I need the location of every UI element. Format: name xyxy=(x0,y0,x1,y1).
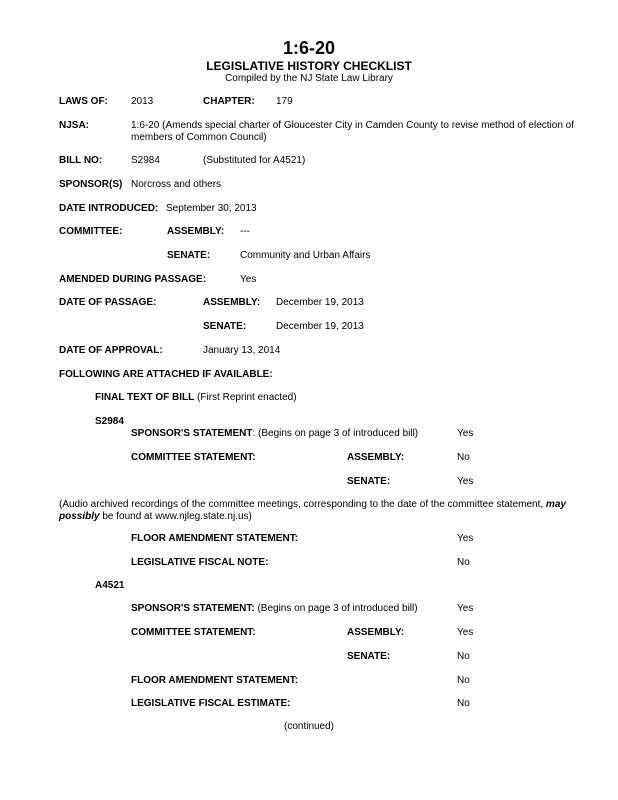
s2984-committee-statement-label: COMMITTEE STATEMENT: xyxy=(131,452,256,463)
date-of-approval-label: DATE OF APPROVAL: xyxy=(59,345,163,356)
audio-note-emphasis: may possibly xyxy=(59,499,566,522)
s2984-committee-assembly-label: ASSEMBLY: xyxy=(347,452,405,463)
a4521-sponsor-statement-label: SPONSOR'S STATEMENT: xyxy=(131,603,255,614)
date-introduced-label: DATE INTRODUCED: xyxy=(59,203,159,214)
a4521-sponsor-statement-note: (Begins on page 3 of introduced bill) xyxy=(254,603,418,614)
committee-senate-label: SENATE: xyxy=(167,250,211,261)
chapter-label: CHAPTER: xyxy=(203,96,255,107)
page-subtitle: LEGISLATIVE HISTORY CHECKLIST xyxy=(206,59,412,73)
a4521-sponsor-statement-value: Yes xyxy=(457,603,474,614)
audio-note-after: be found at www.njleg.state.nj.us) xyxy=(99,511,252,522)
a4521-committee-assembly-value: Yes xyxy=(457,627,474,638)
a4521-committee-senate-label: SENATE: xyxy=(347,651,391,662)
njsa-label: NJSA: xyxy=(59,120,90,131)
date-introduced-value: September 30, 2013 xyxy=(166,203,257,214)
s2984-sponsor-statement-label: SPONSOR'S STATEMENT xyxy=(131,428,253,439)
s2984-sponsor-statement xyxy=(131,428,418,440)
final-text-line xyxy=(95,392,297,404)
amended-value: Yes xyxy=(240,274,257,285)
bill-no-note: (Substituted for A4521) xyxy=(203,155,306,166)
a4521-heading: A4521 xyxy=(95,580,125,591)
date-of-approval-value: January 13, 2014 xyxy=(203,345,281,356)
passage-assembly-value: December 19, 2013 xyxy=(276,297,364,308)
njsa-value: 1:6-20 (Amends special charter of Gloucester City in Camden County to revise method of election of members of Common Council) xyxy=(131,120,574,143)
final-text-note: (First Reprint enacted) xyxy=(197,392,297,403)
a4521-floor-amendment-value: No xyxy=(457,675,470,686)
final-text-label: FINAL TEXT OF BILL xyxy=(95,392,195,403)
bill-no-value: S2984 xyxy=(131,155,160,166)
committee-label: COMMITTEE: xyxy=(59,226,123,237)
a4521-committee-senate-value: No xyxy=(457,651,470,662)
continued-note: (continued) xyxy=(283,721,335,732)
a4521-fiscal-estimate-label: LEGISLATIVE FISCAL ESTIMATE: xyxy=(131,698,291,709)
passage-senate-label: SENATE: xyxy=(203,321,247,332)
attached-heading: FOLLOWING ARE ATTACHED IF AVAILABLE: xyxy=(59,369,273,380)
s2984-sponsor-statement-value: Yes xyxy=(457,428,474,439)
a4521-fiscal-estimate-value: No xyxy=(457,698,470,709)
a4521-floor-amendment-label: FLOOR AMENDMENT STATEMENT: xyxy=(131,675,299,686)
laws-of-label: LAWS OF: xyxy=(59,96,108,107)
s2984-heading: S2984 xyxy=(95,416,124,427)
s2984-committee-assembly-value: No xyxy=(457,452,470,463)
committee-senate-value: Community and Urban Affairs xyxy=(240,250,371,261)
page-title: 1:6-20 xyxy=(282,38,336,58)
s2984-fiscal-note-label: LEGISLATIVE FISCAL NOTE: xyxy=(131,557,269,568)
sponsor-value: Norcross and others xyxy=(131,179,222,190)
chapter-value: 179 xyxy=(276,96,293,107)
bill-no-label: BILL NO: xyxy=(59,155,103,166)
s2984-sponsor-statement-note: : (Begins on page 3 of introduced bill) xyxy=(252,428,419,439)
s2984-committee-senate-value: Yes xyxy=(457,476,474,487)
compiled-by: Compiled by the NJ State Law Library xyxy=(225,73,393,84)
s2984-floor-amendment-value: Yes xyxy=(457,533,474,544)
audio-note xyxy=(59,499,609,523)
amended-label: AMENDED DURING PASSAGE: xyxy=(59,274,207,285)
a4521-sponsor-statement xyxy=(131,603,418,615)
committee-assembly-value: --- xyxy=(240,226,250,237)
committee-assembly-label: ASSEMBLY: xyxy=(167,226,225,237)
laws-of-value: 2013 xyxy=(131,96,154,107)
date-of-passage-label: DATE OF PASSAGE: xyxy=(59,297,157,308)
audio-note-before: (Audio archived recordings of the committee meetings, corresponding to the date of the committee statement, xyxy=(59,499,546,510)
passage-assembly-label: ASSEMBLY: xyxy=(203,297,261,308)
s2984-floor-amendment-label: FLOOR AMENDMENT STATEMENT: xyxy=(131,533,299,544)
s2984-fiscal-note-value: No xyxy=(457,557,470,568)
passage-senate-value: December 19, 2013 xyxy=(276,321,364,332)
a4521-committee-statement-label: COMMITTEE STATEMENT: xyxy=(131,627,256,638)
s2984-committee-senate-label: SENATE: xyxy=(347,476,391,487)
sponsor-label: SPONSOR(S) xyxy=(59,179,123,190)
a4521-committee-assembly-label: ASSEMBLY: xyxy=(347,627,405,638)
